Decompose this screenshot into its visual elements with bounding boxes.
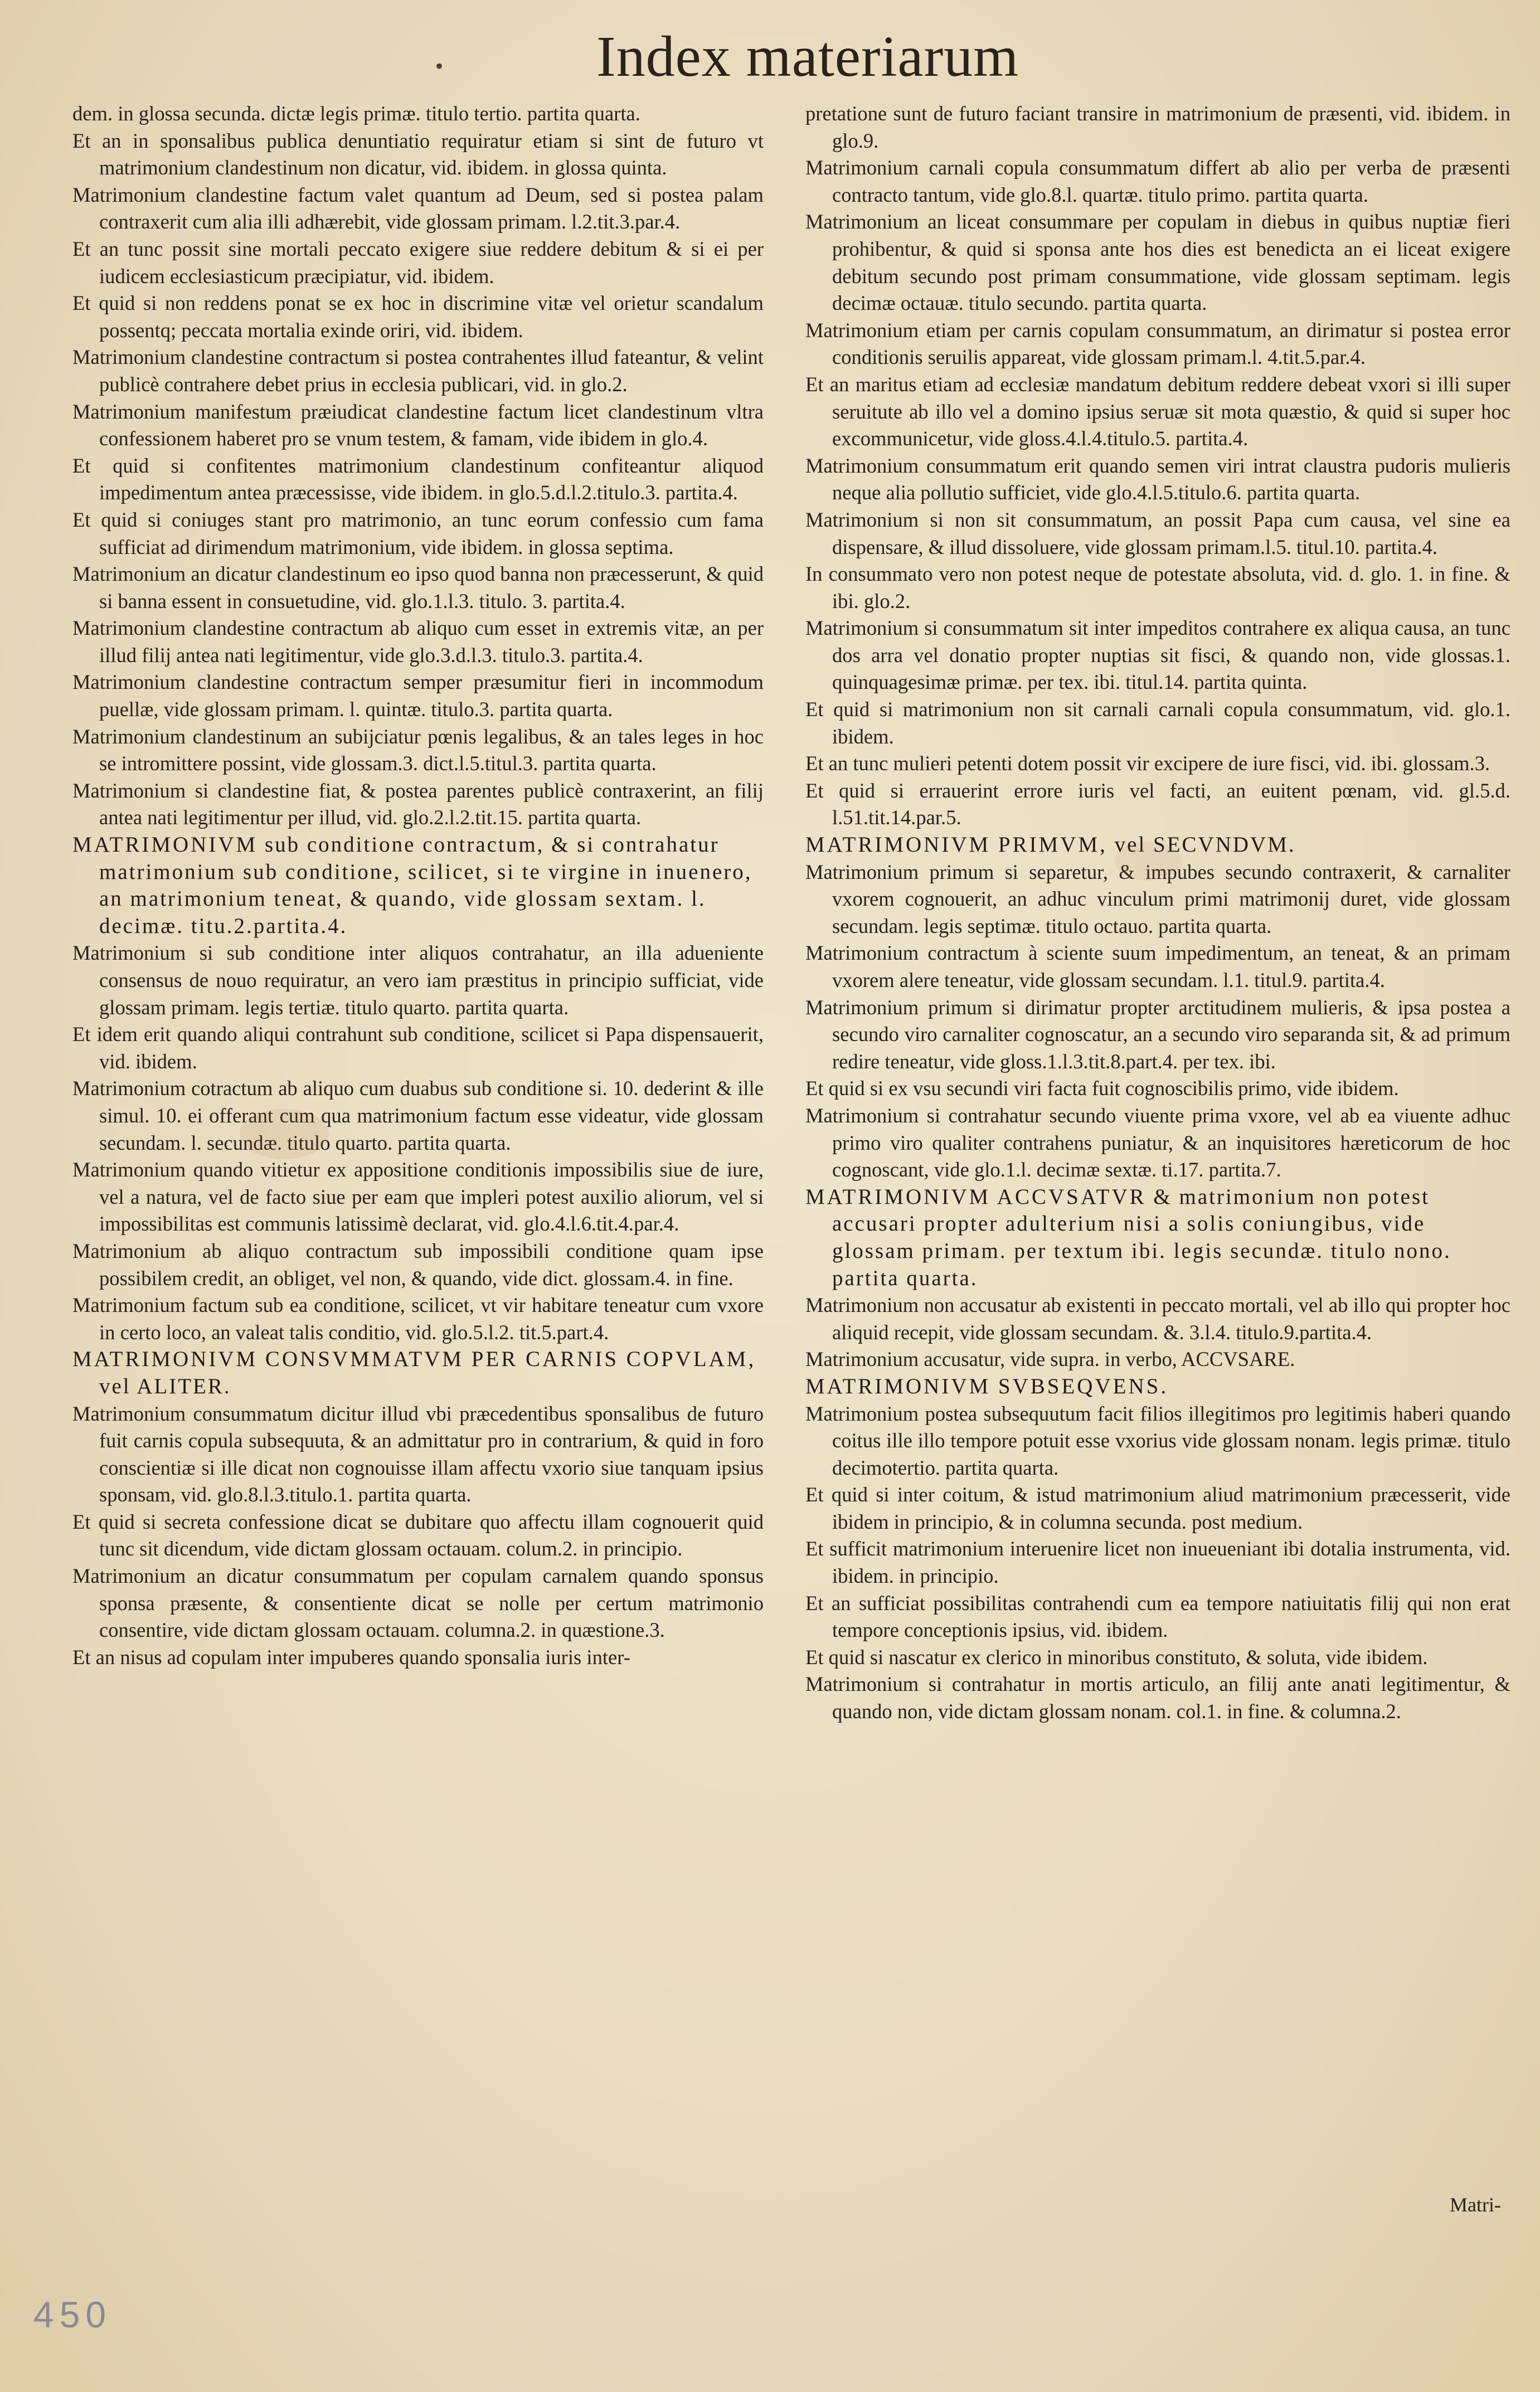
right-column — [805, 100, 1510, 1725]
index-entry: Matrimonium manifestum præiudicat clandestine factum licet clandestinum vltra confessionem haberet pro se vnum testem, & famam, vide ibidem in glo.4. — [72, 400, 764, 450]
index-entry: Et an maritus etiam ad ecclesiæ mandatum debitum reddere debeat vxori si illi super seruitute ab illo vel a domino ipsius seruæ sit mota quæstio, & quid si super hoc excommunicetur, vide gloss.4.l.4.titulo.5. partita.4. — [805, 372, 1510, 450]
index-entry: Matrimonium consummatum erit quando semen viri intrat claustra pudoris mulieris neque alia pollutio sufficiet, vide glo.4.l.5.titulo.6. partita quarta. — [805, 454, 1510, 504]
index-entry: Matrimonium si contrahatur secundo viuente prima vxore, vel ab ea viuente adhuc primo viro qualiter contrahens puniatur, & an inquisitores hæreticorum de hoc cognoscant, vide glo.1.l. decimæ sextæ. ti.17. partita.7. — [805, 1103, 1510, 1182]
index-entry: pretatione sunt de futuro faciant transire in matrimonium de præsenti, vid. ibidem. in glo.9. — [805, 102, 1510, 152]
index-entry: Matrimonium non accusatur ab existenti in peccato mortali, vel ab illo qui propter hoc aliquid recepit, vide glossam secundam. &. 3.l.4. titulo.9.partita.4. — [805, 1294, 1510, 1344]
heading-keyword: MATRIMONIVM SVBSEQVENS. — [805, 1374, 1169, 1398]
index-entry: Et sufficit matrimonium interuenire licet non inueueniant ibi dotalia instrumenta, vid. ibidem. in principio. — [805, 1537, 1510, 1588]
index-entry: Matrimonium ab aliquo contractum sub impossibili conditione quam ipse possibilem credit, an obliget, vel non, & quando, vide dict. glossam.4. in fine. — [72, 1239, 764, 1290]
index-entry: Et quid si non reddens ponat se ex hoc in discrimine vitæ vel orietur scandalum possentq; peccata mortalia exinde oriri, vid. ibidem. — [72, 291, 764, 342]
index-entry: Et quid si nascatur ex clerico in minoribus constituto, & soluta, vide ibidem. — [805, 1645, 1428, 1669]
index-entry: Matrimonium carnali copula consummatum differt ab alio per verba de præsenti contracto tantum, vide glo.8.l. quartæ. titulo primo. partita quarta. — [805, 156, 1510, 206]
section-heading — [72, 1346, 764, 1400]
heading-text: vel SECVNDVM. — [1107, 833, 1296, 857]
index-entry: Matrimonium postea subsequutum facit filios illegitimos pro legitimis haberi quando coitus ille illo tempore potuit esse vxorius vide glossam nonam. legis primæ. titulo decimotertio. partita quarta. — [805, 1402, 1510, 1479]
index-entry: In consummato vero non potest neque de potestate absoluta, vid. d. glo. 1. in fine. & ibi. glo.2. — [805, 562, 1510, 612]
ornament-dot: • — [434, 56, 445, 78]
index-entry: Et quid si inter coitum, & istud matrimonium aliud matrimonium præcesserit, vide ibidem in principio, & in columna secunda. post medium. — [805, 1483, 1510, 1533]
index-entry: Matrimonium si clandestine fiat, & postea parentes publicè contraxerint, an filij antea nati legitimentur per illud, vid. glo.2.l.2.tit.15. partita quarta. — [72, 779, 764, 829]
index-entry: Et an in sponsalibus publica denuntiatio requiratur etiam si sint de futuro vt matrimonium clandestinum non dicatur, vid. ibidem. in glossa quinta. — [72, 129, 764, 179]
index-entry: Matrimonium accusatur, vide supra. in verbo, ACCVSARE. — [805, 1348, 1295, 1371]
heading-text: & matrimonium non potest accusari propter adulterium nisi a solis coniungibus, vide glossam primam. per textum ibi. legis secundæ. titulo nono. partita quarta. — [832, 1184, 1451, 1290]
index-entry: Matrimonium etiam per carnis copulam consummatum, an dirimatur si postea error conditionis seruilis appareat, vide glossam primam.l. 4.tit.5.par.4. — [805, 318, 1510, 369]
index-entry: Et quid si errauerint errore iuris vel facti, an euitent pœnam, vid. gl.5.d. l.51.tit.14.par.5. — [805, 779, 1510, 829]
index-entry: Et an sufficiat possibilitas contrahendi cum ea tempore natiuitatis filij qui non erat tempore conceptionis ipsius, vid. ibidem. — [805, 1591, 1510, 1642]
heading-keyword: MATRIMONIVM PRIMVM, — [805, 833, 1107, 857]
heading-keyword: MATRIMONIVM — [72, 833, 258, 857]
catchword: Matri- — [1450, 2194, 1501, 2216]
index-entry: Et quid si coniuges stant pro matrimonio, an tunc eorum confessio cum fama sufficiat ad dirimendum matrimonium, vide ibidem. in glossa septima. — [72, 508, 764, 558]
index-entry: Et quid si confitentes matrimonium clandestinum confiteantur aliquod impedimentum antea præcessisse, vide ibidem. in glo.5.d.l.2.titulo.3. partita.4. — [72, 454, 764, 504]
index-entry: Et idem erit quando aliqui contrahunt sub conditione, scilicet si Papa dispensauerit, vid. ibidem. — [72, 1023, 764, 1073]
index-entry: Matrimonium primum si dirimatur propter arctitudinem mulieris, & ipsa postea a secundo viro carnaliter cognoscatur, an a secundo viro separanda sit, & ad primum redire teneatur, vide gloss.1.l.3.tit.8.part.4. per tex. ibi. — [805, 995, 1510, 1073]
section-heading — [805, 832, 1510, 859]
index-entry: Matrimonium si non sit consummatum, an possit Papa cum causa, vel sine ea dispensare, & illud dissoluere, vide glossam primam.l.5. titul.10. partita.4. — [805, 508, 1510, 558]
index-entry: Matrimonium an dicatur consummatum per copulam carnalem quando sponsus sponsa præsente, & consentiente dicat se nolle per certum matrimonio consentire, vide dictam glossam octauam. columna.2. in quæstione.3. — [72, 1564, 764, 1642]
index-entry: Matrimonium consummatum dicitur illud vbi præcedentibus sponsalibus de futuro fuit carnis copula subsequuta, & an admittatur pro in contrarium, & quid in foro conscientiæ si ille dicat non cognouisse illam affectu vxorio siue tanquam ipsius sponsam, vid. glo.8.l.3.titulo.1. partita quarta. — [72, 1402, 764, 1506]
index-entry: dem. in glossa secunda. dictæ legis primæ. titulo tertio. partita quarta. — [72, 102, 640, 125]
index-entry: Matrimonium clandestine contractum ab aliquo cum esset in extremis vitæ, an per illud filij antea nati legitimentur, vide glo.3.d.l.3. titulo.3. partita.4. — [72, 616, 764, 667]
index-entry: Matrimonium contractum à sciente suum impedimentum, an teneat, & an primam vxorem alere teneatur, vide glossam secundam. l.1. titul.9. partita.4. — [805, 941, 1510, 991]
left-column — [72, 100, 764, 1671]
index-entry: Matrimonium factum sub ea conditione, scilicet, vt vir habitare teneatur cum vxore in certo loco, an valeat talis conditio, vid. glo.5.l.2. tit.5.part.4. — [72, 1294, 764, 1344]
index-entry: Matrimonium si sub conditione inter aliquos contrahatur, an illa adueniente consensus de nouo requiratur, an vero iam præstitus in principio sufficiat, vide glossam primam. legis tertiæ. titulo quarto. partita quarta. — [72, 941, 764, 1019]
page-header — [0, 0, 1540, 95]
index-entry: Et quid si ex vsu secundi viri facta fuit cognoscibilis primo, vide ibidem. — [805, 1077, 1399, 1100]
index-entry: Matrimonium clandestine contractum si postea contrahentes illud fateantur, & velint publicè contrahere debet prius in ecclesia publicari, vid. in glo.2. — [72, 346, 764, 396]
index-entry: Matrimonium si consummatum sit inter impeditos contrahere ex aliqua causa, an tunc dos arra vel donatio propter nuptias sit fisci, & quando non, vide glossas.1. quinquagesimæ primæ. per tex. ibi. titul.14. partita quinta. — [805, 616, 1510, 694]
section-heading — [72, 832, 764, 940]
index-entry: Et an tunc possit sine mortali peccato exigere siue reddere debitum & si ei per iudicem ecclesiasticum præcipiatur, vid. ibidem. — [72, 237, 764, 288]
index-entry: Matrimonium clandestine factum valet quantum ad Deum, sed si postea palam contraxerit cum alia illi adhærebit, vide glossam primam. l.2.tit.3.par.4. — [72, 183, 764, 234]
running-head-title: Index materiarum — [596, 25, 1019, 89]
heading-text: sub conditione contractum, & si contrahatur matrimonium sub conditione, scilicet, si te virgine in inuenero, an matrimonium teneat, & quando, vide glossam sextam. l. decimæ. titu.2.partita.4. — [99, 833, 752, 938]
index-entry: Matrimonium si contrahatur in mortis articulo, an filij ante anati legitimentur, & quando non, vide dictam glossam nonam. col.1. in fine. & columna.2. — [805, 1673, 1510, 1723]
heading-keyword: MATRIMONIVM CONSVMMATVM PER CARNIS COPVLAM, — [72, 1347, 756, 1372]
index-entry: Matrimonium an dicatur clandestinum eo ipso quod banna non præcesserunt, & quid si banna essent in consuetudine, vid. glo.1.l.3. titulo. 3. partita.4. — [72, 562, 764, 612]
folio-number-pencil: 450 — [33, 2294, 112, 2335]
index-entry: Et an nisus ad copulam inter impuberes quando sponsalia iuris inter- — [72, 1645, 630, 1669]
index-entry: Matrimonium cotractum ab aliquo cum duabus sub conditione si. 10. dederint & ille simul. 10. ei offerant cum qua matrimonium factum esse videatur, vide glossam secundam. l. secundæ. titulo quarto. partita quarta. — [72, 1077, 764, 1154]
index-entry: Matrimonium primum si separetur, & impubes secundo contraxerit, & carnaliter vxorem cognouerit, an adhuc vinculum primi matrimonij duret, vide glossam secundam. legis septimæ. titulo octauo. partita quarta. — [805, 860, 1510, 937]
heading-keyword: MATRIMONIVM ACCVSATVR — [805, 1184, 1147, 1209]
index-entry: Et quid si matrimonium non sit carnali carnali copula consummatum, vid. glo.1. ibidem. — [805, 698, 1510, 748]
heading-text: vel ALITER. — [99, 1374, 231, 1398]
index-entry: Et an tunc mulieri petenti dotem possit vir excipere de iure fisci, vid. ibi. glossam.3. — [805, 752, 1490, 775]
index-entry: Matrimonium clandestinum an subijciatur pœnis legalibus, & an tales leges in hoc se intromittere possint, vide glossam.3. dict.l.5.titul.3. partita quarta. — [72, 725, 764, 775]
index-entry: Matrimonium an liceat consummare per copulam in diebus in quibus nuptiæ fieri prohibentur, & quid si sponsa ante hos dies est benedicta an ei liceat exigere debitum secundo post primam consummatione, vide glossam septimam. legis decimæ octauæ. titulo secundo. partita quarta. — [805, 210, 1510, 315]
section-heading — [805, 1184, 1510, 1292]
index-entry: Et quid si secreta confessione dicat se dubitare quo affectu illam cognouerit quid tunc sit dicendum, vide dictam glossam octauam. colum.2. in principio. — [72, 1510, 764, 1560]
index-entry: Matrimonium quando vitietur ex appositione conditionis impossibilis siue de iure, vel a natura, vel de facto siue per eam que impleri potest auxilio aliorum, vel si impossibilitas est communis latissimè declarat, vid. glo.4.l.6.tit.4.par.4. — [72, 1158, 764, 1236]
section-heading — [805, 1373, 1510, 1401]
index-entry: Matrimonium clandestine contractum semper præsumitur fieri in incommodum puellæ, vide glossam primam. l. quintæ. titulo.3. partita quarta. — [72, 670, 764, 721]
